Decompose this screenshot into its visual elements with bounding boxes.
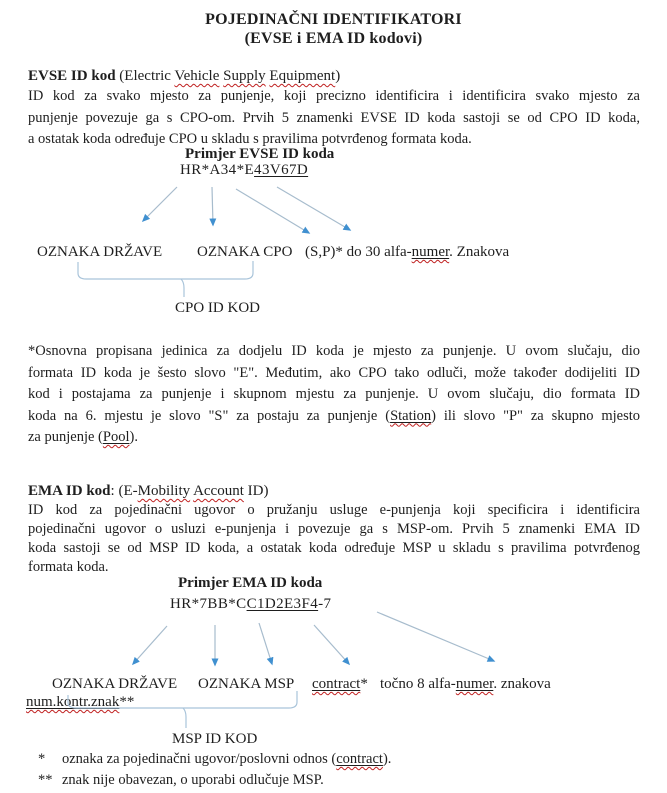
- note-paragraph: [28, 341, 640, 449]
- arrow-evse-to-country-code: [143, 187, 177, 221]
- text-segment: numer: [455, 676, 494, 692]
- paragraph-line: za punjenje (Pool).: [28, 429, 138, 445]
- paragraph-line: kod i postajama za punjenje i skupnom mjestu za punjenje. U ovom slučaju, dio formata ID: [28, 386, 640, 402]
- text-segment: EMA ID kod: [28, 483, 111, 499]
- label-cpo-id-kod: CPO ID KOD: [175, 300, 261, 316]
- text-segment: 43V67D: [254, 162, 309, 178]
- text-segment: C1D2E3F4: [246, 596, 319, 612]
- paragraph-line: *Osnovna propisana jedinica za dodjelu ID koda je mjesto za punjenje. U ovom slučaju, dio: [28, 343, 640, 359]
- document-title: [0, 10, 667, 48]
- text-segment: Mobility: [137, 483, 191, 499]
- text-segment: Station: [390, 407, 432, 424]
- label-oznaka-drzave: OZNAKA DRŽAVE: [37, 244, 163, 260]
- arrow-ema-to-msp-code-2: [259, 623, 272, 664]
- paragraph-line: ID kod za pojedinačni ugovor o pružanju usluge e-punjenja koji specificira i identificira: [28, 502, 640, 518]
- paragraph-line: koda na 6. mjestu je slovo "S" za postaju za punjenje (Station) ili slovo "P" za skupno mjesto: [28, 407, 640, 424]
- arrow-ema-to-suffix: [377, 612, 494, 661]
- arrow-evse-to-suffix-2: [277, 187, 350, 230]
- text-segment: contract: [336, 751, 383, 767]
- text-segment: contract: [312, 676, 361, 692]
- title-line-2: (EVSE i EMA ID kodovi): [244, 30, 423, 47]
- ema-id-code: HR*7BB*CC1D2E3F4-7: [170, 596, 332, 612]
- text-segment: [103, 429, 130, 445]
- label-oznaka-drzave-2: OZNAKA DRŽAVE: [52, 676, 178, 692]
- text-segment: Equipment: [269, 68, 336, 84]
- arrow-ema-to-country-code: [133, 626, 167, 664]
- text-segment: [336, 751, 383, 767]
- paragraph-line: a ostatak koda određuje CPO u skladu s pravilima potvrđenog formata koda.: [28, 131, 472, 147]
- arrow-evse-to-suffix-1: [236, 189, 309, 233]
- paragraph-line: ID kod za svako mjesto za punjenje, koji precizno identificira i identificira svako mjesto za: [28, 88, 640, 104]
- label-ema-suffix: točno 8 alfa-numer. znakova: [380, 676, 551, 692]
- label-msp-id-kod: MSP ID KOD: [172, 731, 258, 747]
- arrow-evse-to-cpo-code: [212, 187, 213, 225]
- text-segment: *: [38, 751, 46, 767]
- evse-heading: EVSE ID kod (Electric Vehicle Supply Equipment): [28, 68, 341, 84]
- text-segment: Supply: [223, 68, 266, 84]
- paragraph-line: koda sastoji se od MSP ID koda, a ostatak koda određuje MSP u skladu s pravilima potvrđenog: [28, 540, 640, 556]
- text-segment: Pool: [102, 429, 130, 445]
- label-evse-suffix: (S,P)* do 30 alfa-numer. Znakova: [305, 244, 510, 260]
- brace-cpo-id-kod: [78, 261, 253, 279]
- ema-heading: EMA ID kod: (E-Mobility Account ID): [28, 483, 269, 499]
- label-num-kontr-znak: num.kontr.znak**: [26, 694, 135, 710]
- ema-paragraph: [28, 501, 640, 577]
- text-segment: Vehicle: [174, 68, 220, 84]
- footnote-contract: * oznaka za pojedinačni ugovor/poslovni odnos (contract).: [38, 751, 392, 767]
- label-oznaka-cpo: OZNAKA CPO: [197, 244, 293, 260]
- arrow-ema-to-contract: [314, 625, 349, 664]
- footnote-optional: ** znak nije obavezan, o uporabi odlučuje MSP.: [38, 772, 324, 788]
- ema-example-title: Primjer EMA ID koda: [178, 575, 323, 591]
- evse-example-title: Primjer EVSE ID koda: [185, 146, 335, 162]
- paragraph-line: formata koda.: [28, 559, 109, 575]
- evse-id-code: HR*A34*E43V67D: [180, 162, 309, 178]
- text-segment: EVSE ID kod: [28, 68, 116, 84]
- text-segment: Account: [193, 483, 244, 499]
- paragraph-line: punjenje povezuje ga s CPO-om. Prvih 5 znamenki EVSE ID koda sastoji se od CPO ID koda,: [28, 109, 640, 126]
- text-segment: numer: [411, 244, 450, 260]
- text-segment: [456, 676, 494, 692]
- text-segment: [26, 694, 119, 710]
- text-segment: [312, 676, 360, 692]
- paragraph-line: formata ID koda je šesto slovo "E". Međutim, ako CPO tako odluči, može također dodijeliti ID: [28, 364, 640, 381]
- text-segment: [390, 408, 431, 424]
- title-line-1: POJEDINAČNI IDENTIFIKATORI: [205, 11, 462, 28]
- brace-msp-stem: [183, 708, 186, 728]
- text-segment: **: [38, 772, 53, 788]
- paragraph-line: pojedinačni ugovor o usluzi e-punjenja i povezuje ga s MSP-om. Prvih 5 znamenki EMA ID: [28, 521, 640, 537]
- evse-paragraph: [28, 86, 640, 151]
- text-segment: [412, 244, 450, 260]
- label-oznaka-msp: OZNAKA MSP: [198, 676, 295, 692]
- brace-cpo-stem: [181, 279, 184, 297]
- text-segment: num.kontr.znak: [26, 694, 120, 710]
- label-contract: contract*: [312, 676, 368, 692]
